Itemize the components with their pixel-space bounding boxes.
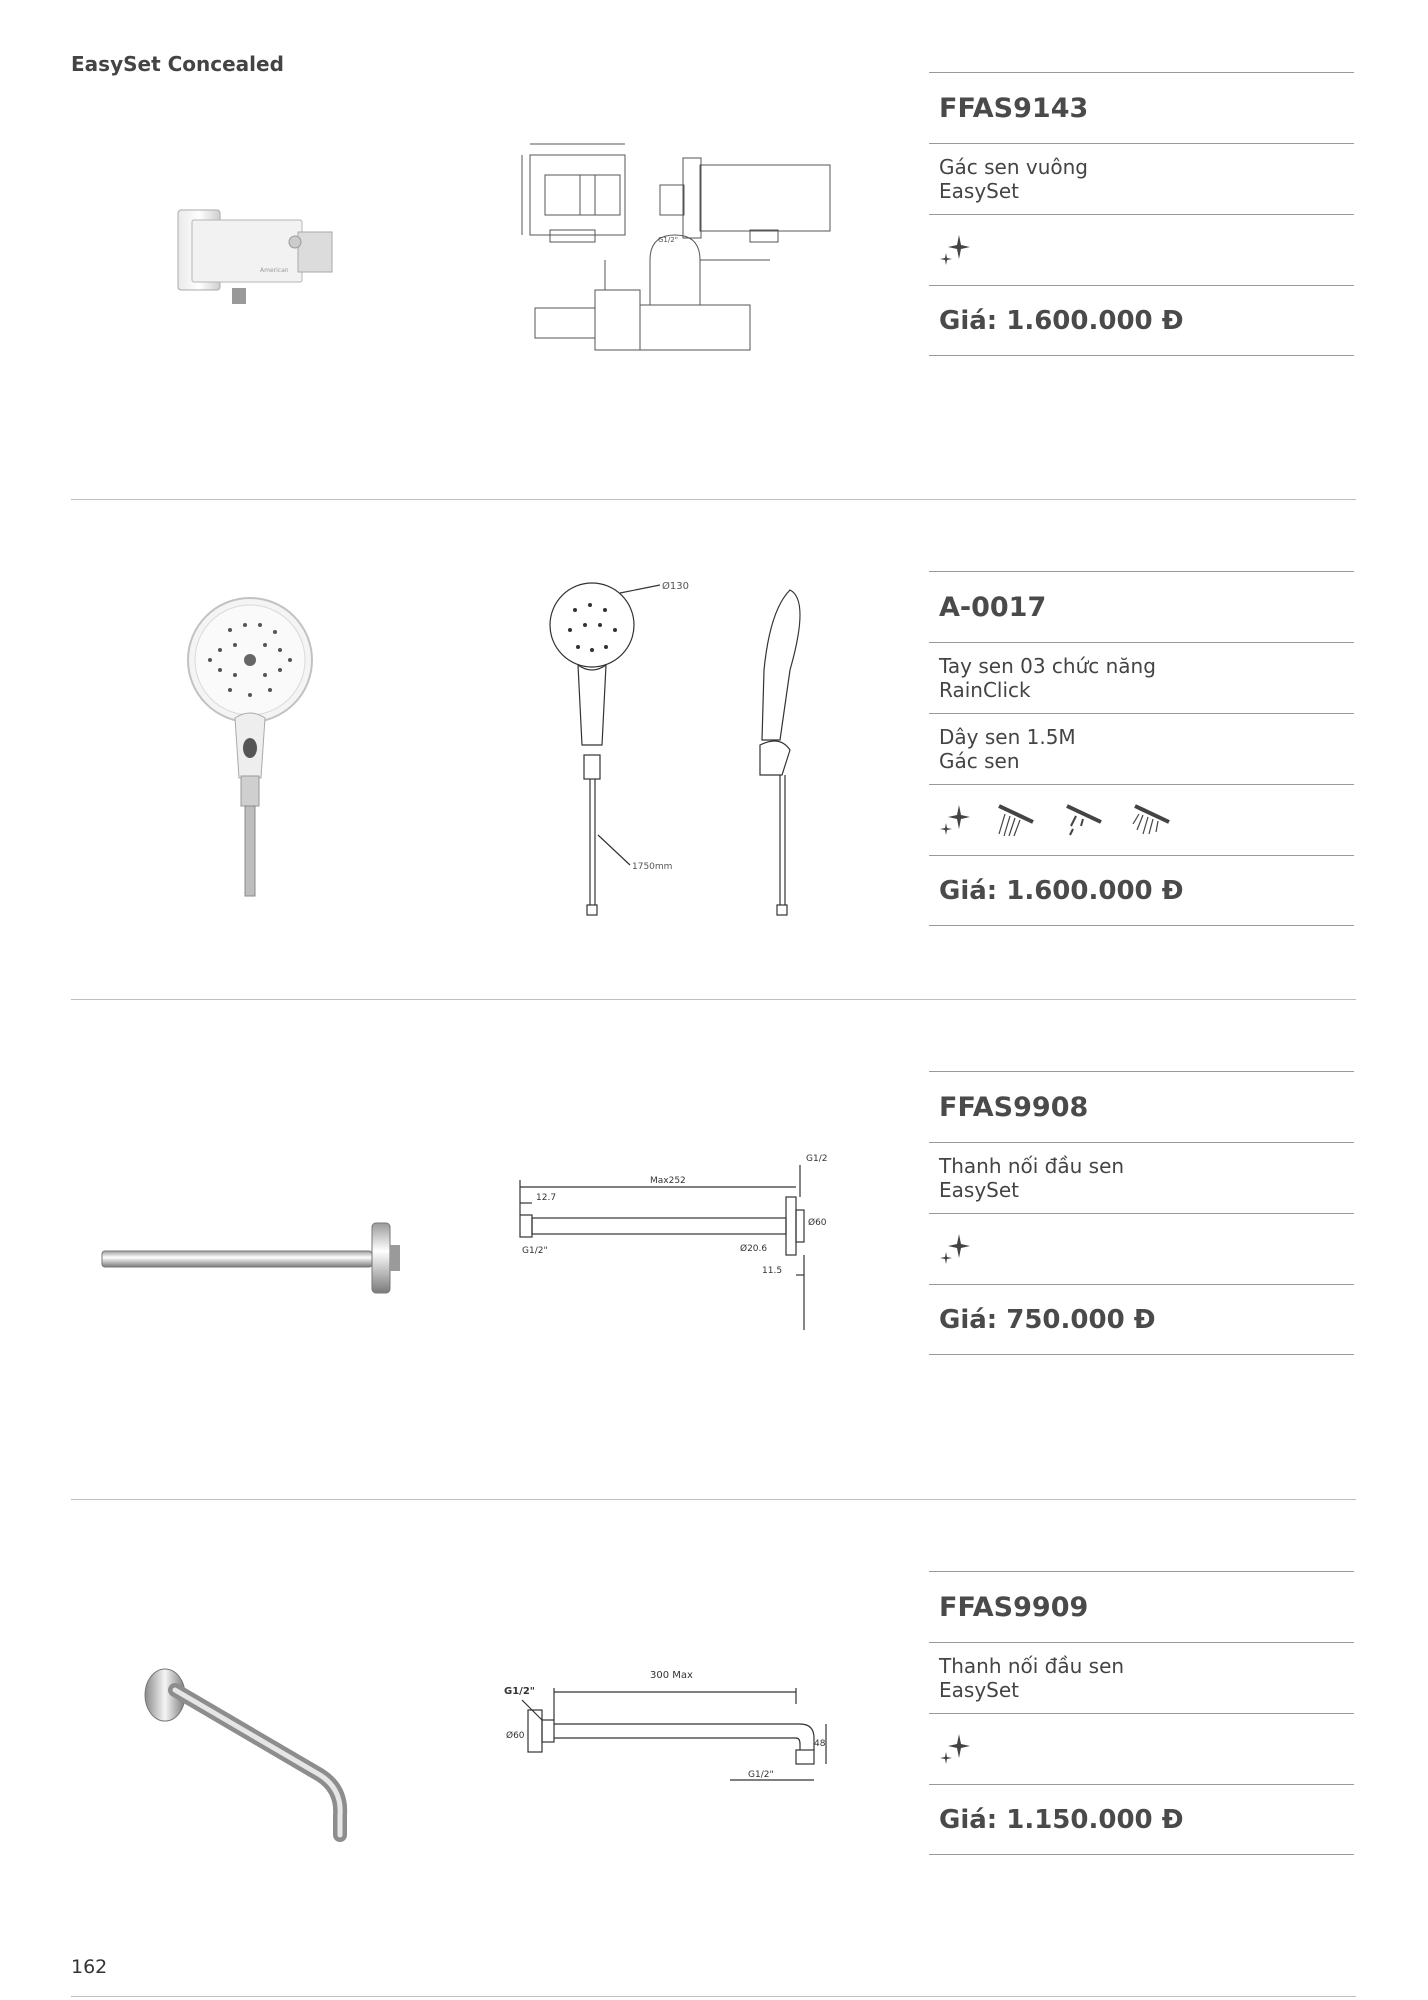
product-info	[929, 1071, 1354, 1355]
section-divider	[71, 999, 1356, 1000]
product-description-line: Gác sen vuông	[939, 155, 1088, 179]
drawing-label: Ø20.6	[740, 1244, 768, 1254]
section-divider	[71, 499, 1356, 500]
drawing-label: Ø130	[662, 581, 689, 592]
footer-divider	[71, 1996, 1356, 1997]
product-description-line: Dây sen 1.5M	[939, 725, 1076, 749]
product-code: FFAS9143	[939, 92, 1089, 124]
drawing-label: 300 Max	[650, 1670, 693, 1681]
product-price: Giá: 1.600.000 Đ	[939, 305, 1184, 336]
product-code: FFAS9908	[939, 1091, 1089, 1123]
sparkle-icon	[939, 803, 971, 837]
product-price: Giá: 1.600.000 Đ	[939, 875, 1184, 906]
drawing-label: G1/2"	[522, 1246, 548, 1256]
sparkle-icon	[939, 1232, 971, 1266]
section-divider	[71, 1499, 1356, 1500]
svg-text:American: American	[260, 267, 289, 274]
product-description-line: Thanh nối đầu sen	[939, 1154, 1125, 1178]
spray-mode-rain-icon	[993, 802, 1039, 838]
drawing-label: G1/2	[806, 1154, 828, 1164]
drawing-label: G1/2"	[658, 236, 678, 244]
product-description-line: RainClick	[939, 678, 1031, 702]
spray-mode-mist-icon	[1129, 802, 1175, 838]
page-number: 162	[71, 1956, 108, 1978]
technical-drawing	[500, 130, 860, 370]
product-info	[929, 1571, 1354, 1855]
product-code: FFAS9909	[939, 1591, 1089, 1623]
drawing-label: Ø60	[808, 1218, 827, 1228]
product-price: Giá: 750.000 Đ	[939, 1304, 1156, 1335]
spray-mode-massage-icon	[1061, 802, 1107, 838]
sparkle-icon	[939, 1732, 971, 1766]
product-photo	[80, 590, 420, 900]
product-photo	[80, 1650, 420, 1850]
product-description-line: EasySet	[939, 1178, 1019, 1202]
product-description-line: EasySet	[939, 179, 1019, 203]
drawing-label: G1/2"	[748, 1770, 774, 1780]
drawing-label: 11.5	[762, 1266, 783, 1276]
drawing-label: 1750mm	[632, 862, 673, 872]
product-price: Giá: 1.150.000 Đ	[939, 1804, 1184, 1835]
drawing-label: Ø60	[506, 1731, 525, 1741]
technical-drawing	[500, 1135, 860, 1335]
drawing-label: 48	[814, 1739, 826, 1749]
product-photo	[80, 180, 420, 330]
technical-drawing	[500, 575, 860, 925]
product-info	[929, 72, 1354, 356]
product-code: A-0017	[939, 591, 1047, 623]
section-title: EasySet Concealed	[71, 52, 284, 76]
drawing-label: 12.7	[536, 1193, 557, 1203]
product-description-line: Thanh nối đầu sen	[939, 1654, 1125, 1678]
product-description-line: Gác sen	[939, 749, 1020, 773]
technical-drawing	[500, 1650, 860, 1800]
drawing-label: Max252	[650, 1176, 686, 1186]
drawing-label: G1/2"	[504, 1686, 535, 1697]
product-description-line: EasySet	[939, 1678, 1019, 1702]
product-description-line: Tay sen 03 chức năng	[939, 654, 1156, 678]
sparkle-icon	[939, 233, 971, 267]
product-photo	[80, 1195, 420, 1325]
product-info	[929, 571, 1354, 926]
